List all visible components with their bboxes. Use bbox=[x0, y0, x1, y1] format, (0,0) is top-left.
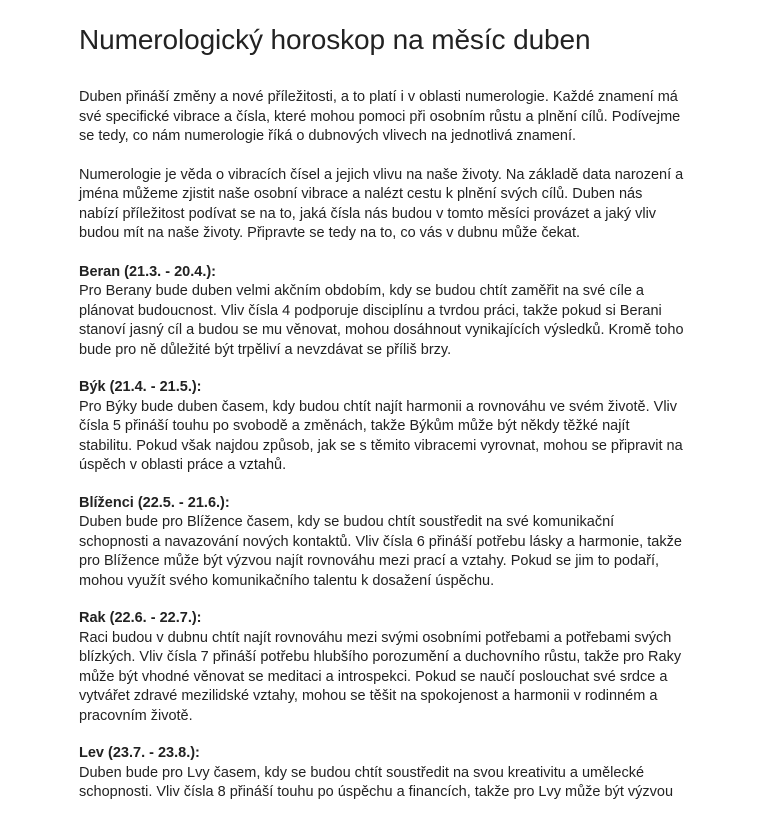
sign-text: Pro Býky bude duben časem, kdy budou chtít najít harmonii a rovnováhu ve svém životě. Vliv čísla 5 přináší touhu po svobodě a změnách, takže Býkům může být někdy těžké najít stabilitu. Pokud však najdou způsob, jak se s těmito vibracemi vyrovnat, mohou se připravit na úspěch v oblasti práce a vztahů. bbox=[79, 398, 683, 473]
sign-text: Duben bude pro Blížence časem, kdy se budou chtít soustředit na své komunikační schopnosti a navazování nových kontaktů. Vliv čísla 6 přináší potřebu lásky a harmonie, takže pro Blížence může být výzvou najít rovnováhu mezi prací a vztahy. Pokud se jim to podaří, mohou využít svého komunikačního talentu k dosažení úspěchu. bbox=[79, 514, 682, 589]
sign-text: Pro Berany bude duben velmi akčním obdobím, kdy se budou chtít zaměřit na své cíle a plánovat budoucnost. Vliv čísla 4 podporuje disciplínu a tvrdou práci, takže pokud si Berani stanoví jasný cíl a budou se mu věnovat, mohou dosáhnout vynikajících výsledků. Kromě toho bude pro ně důležité být trpěliví a nevzdávat se příliš brzy. bbox=[79, 283, 684, 358]
sign-section-rak bbox=[79, 609, 684, 726]
sign-heading: Býk (21.4. - 21.5.): bbox=[79, 379, 202, 395]
intro-paragraph-1: Duben přináší změny a nové příležitosti, a to platí i v oblasti numerologie. Každé znamení má své specifické vibrace a čísla, které mohou pomoci při osobním růstu a plnění cílů. Podívejme se tedy, co nám numerologie říká o dubnových vlivech na jednotlivá znamení. bbox=[79, 89, 681, 144]
sign-text: Duben bude pro Lvy časem, kdy se budou chtít soustředit na svou kreativitu a umělecké schopnosti. Vliv čísla 8 přináší touhu po úspěchu a financích, takže pro Lvy může být výzvou bbox=[79, 764, 674, 800]
sign-section-beran bbox=[79, 263, 684, 361]
sign-text: Raci budou v dubnu chtít najít rovnováhu mezi svými osobními potřebami a potřebami svých blízkých. Vliv čísla 7 přináší potřebu hlubšího porozumění a duchovního růstu, takže pro Raky může být vhodné věnovat se meditaci a introspekci. Pokud se naučí poslouchat své srdce a vytvářet zdravé mezilidské vztahy, mohou se těšit na spokojenost a harmonii v rodinném a pracovním životě. bbox=[79, 629, 682, 724]
sign-section-blizenci bbox=[79, 494, 684, 592]
sign-heading: Blíženci (22.5. - 21.6.): bbox=[79, 494, 230, 511]
intro-paragraph-2: Numerologie je věda o vibracích čísel a jejich vlivu na naše životy. Na základě data narození a jména můžeme zjistit naše osobní vibrace a nalézt cestu k plnění svých cílů. Duben nás nabízí příležitost podívat se na to, jaká čísla nás budou v tomto měsíci provázet a jaký vliv budou mít na naše životy. Připravte se tedy na to, co vás v dubnu může čekat. bbox=[79, 166, 684, 241]
sign-heading: Lev (23.7. - 23.8.): bbox=[79, 745, 200, 761]
page-title: Numerologický horoskop na měsíc duben bbox=[79, 24, 591, 55]
sign-heading: Rak (22.6. - 22.7.): bbox=[79, 610, 202, 626]
sign-heading: Beran (21.3. - 20.4.): bbox=[79, 263, 216, 280]
sign-section-lev bbox=[79, 744, 684, 803]
sign-section-byk bbox=[79, 378, 684, 476]
article bbox=[79, 22, 684, 821]
